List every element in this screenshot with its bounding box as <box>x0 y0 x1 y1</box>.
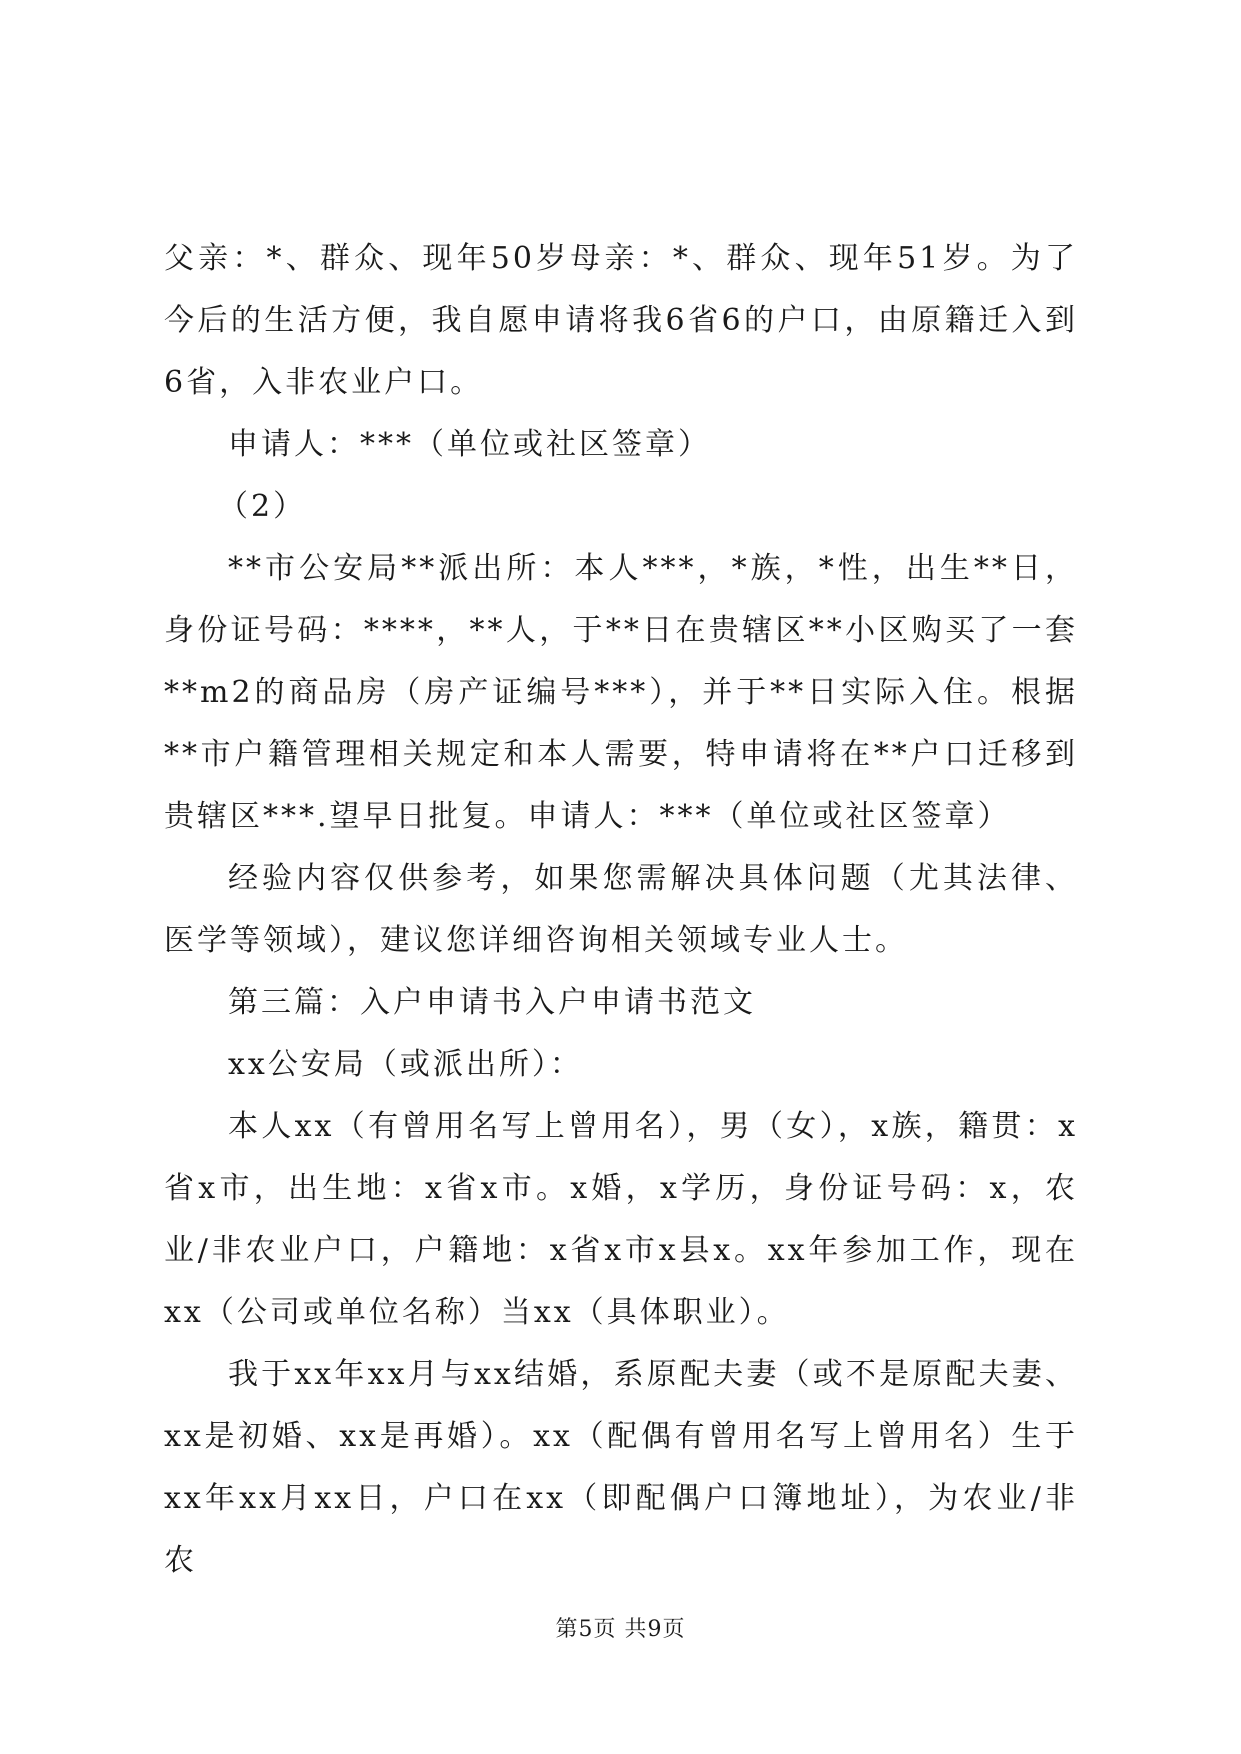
paragraph-personal-info: 本人xx（有曾用名写上曾用名），男（女），x族，籍贯：x省x市，出生地：x省x市。x婚，x学历，身份证号码：x，农业/非农业户口，户籍地：x省x市x县x。xx年参加工作，现在xx（公司或单位名称）当xx（具体职业）。 <box>164 1109 1078 1330</box>
paragraph-marriage-info: 我于xx年xx月与xx结婚，系原配夫妻（或不是原配夫妻、xx是初婚、xx是再婚）。xx（配偶有曾用名写上曾用名）生于xx年xx月xx日，户口在xx（即配偶户口簿地址），为农业/非农 <box>164 1357 1078 1578</box>
paragraph-police-application: **市公安局**派出所：本人***，*族，*性，出生**日，身份证号码：****，**人，于**日在贵辖区**小区购买了一套**m2的商品房（房产证编号***），并于**日实际入住。根据**市户籍管理相关规定和本人需要，特申请将在**户口迁移到贵辖区***.望早日批复。申请人：***（单位或社区签章） <box>164 551 1078 834</box>
paragraph-disclaimer: 经验内容仅供参考，如果您需解决具体问题（尤其法律、医学等领域），建议您详细咨询相关领域专业人士。 <box>164 861 1078 958</box>
section-heading: 第三篇：入户申请书入户申请书范文 <box>228 985 756 1020</box>
paragraph-addressee: xx公安局（或派出所）： <box>228 1047 583 1082</box>
document-body <box>164 228 1078 1592</box>
page-footer: 第5页 共9页 <box>555 1617 686 1642</box>
paragraph-section-number: （2） <box>218 489 307 524</box>
paragraph-applicant-signature: 申请人：***（单位或社区签章） <box>228 427 711 462</box>
paragraph-parents-info: 父亲：*、群众、现年50岁母亲：*、群众、现年51岁。为了今后的生活方便，我自愿申请将我6省6的户口，由原籍迁入到6省，入非农业户口。 <box>164 241 1078 400</box>
